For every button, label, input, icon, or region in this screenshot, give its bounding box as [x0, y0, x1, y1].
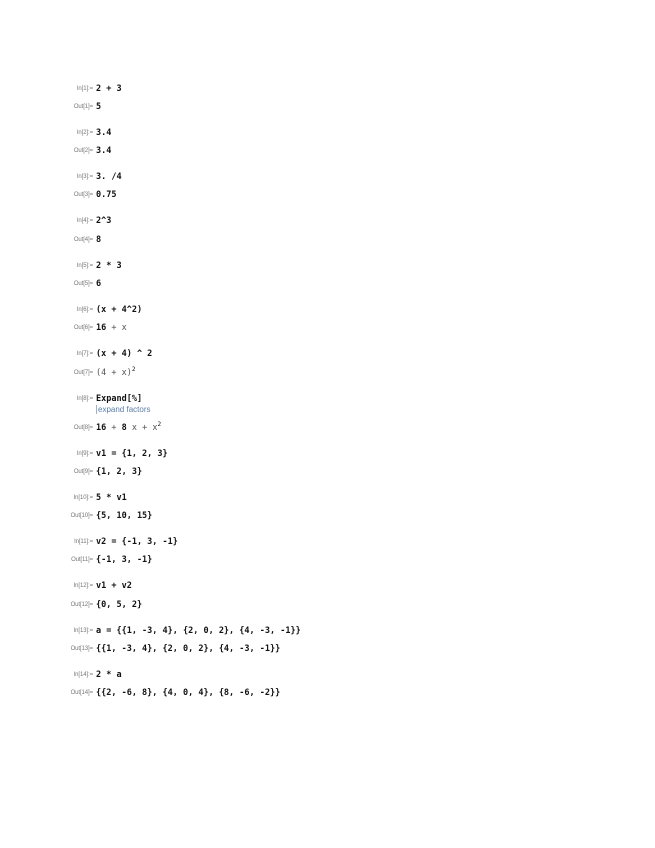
input-code[interactable]: 2 * a: [96, 670, 122, 680]
out-label: Out[10]=: [70, 513, 93, 519]
input-code[interactable]: 3. /4: [96, 172, 122, 182]
input-code[interactable]: v1 = {1, 2, 3}: [96, 449, 168, 459]
output-value: 16 + x: [96, 323, 127, 333]
input-code[interactable]: v1 + v2: [96, 581, 132, 591]
output-value: {1, 2, 3}: [96, 467, 143, 477]
output-cell-13: [0, 644, 655, 658]
in-label: In[10]:=: [73, 495, 93, 501]
output-value: 5: [96, 102, 102, 112]
in-label: In[1]:=: [76, 86, 93, 92]
output-cell-12: [0, 600, 655, 614]
input-cell-6[interactable]: [0, 305, 655, 319]
exponent: 2: [157, 421, 162, 428]
input-code[interactable]: 2 * 3: [96, 261, 122, 271]
input-cell-9[interactable]: [0, 449, 655, 463]
input-cell-12[interactable]: [0, 581, 655, 595]
out-label: Out[3]=: [73, 192, 93, 198]
output-value: 6: [96, 279, 102, 289]
output-value: {{1, -3, 4}, {2, 0, 2}, {4, -3, -1}}: [96, 644, 281, 654]
out-label: Out[13]=: [70, 646, 93, 652]
output-cell-2: [0, 146, 655, 160]
input-cell-2[interactable]: [0, 128, 655, 142]
output-cell-14: [0, 688, 655, 702]
in-label: In[11]:=: [74, 539, 93, 545]
output-value: 8: [96, 235, 102, 245]
input-code[interactable]: (x + 4) ^ 2: [96, 349, 153, 359]
output-value: 16 + 8 $x + x^2$: [96, 421, 162, 433]
suggestion-bar[interactable]: [0, 405, 655, 419]
in-label: In[6]:=: [76, 307, 93, 313]
output-value: {{2, -6, 8}, {4, 0, 4}, {8, -6, -2}}: [96, 688, 281, 698]
in-label: In[5]:=: [76, 263, 93, 269]
input-code[interactable]: 3.4: [96, 128, 112, 138]
in-label: In[13]:=: [73, 628, 93, 634]
input-code[interactable]: 2^3: [96, 216, 112, 226]
input-cell-1[interactable]: [0, 84, 655, 98]
in-label: In[2]:=: [76, 130, 93, 136]
in-label: In[3]:=: [76, 174, 93, 180]
output-value: 3.4: [96, 146, 112, 156]
out-label: Out[2]=: [73, 148, 93, 154]
output-cell-5: [0, 279, 655, 293]
input-cell-3[interactable]: [0, 172, 655, 186]
output-cell-6: [0, 323, 655, 337]
input-code[interactable]: 2 + 3: [96, 84, 122, 94]
input-cell-11[interactable]: [0, 537, 655, 551]
output-value: {-1, 3, -1}: [96, 555, 153, 565]
output-cell-7: [0, 368, 655, 382]
out-label: Out[11]=: [71, 557, 93, 563]
output-cell-4: [0, 235, 655, 249]
out-label: Out[9]=: [73, 469, 93, 475]
output-value: 0.75: [96, 190, 117, 200]
output-cell-8: [0, 423, 655, 437]
output-cell-1: [0, 102, 655, 116]
output-value: {5, 10, 15}: [96, 511, 153, 521]
output-cell-11: [0, 555, 655, 569]
in-label: In[7]:=: [76, 351, 93, 357]
input-code[interactable]: Expand[%]: [96, 394, 143, 404]
out-label: Out[8]=: [73, 425, 93, 431]
in-label: In[14]:=: [73, 672, 93, 678]
output-value: $(4 + x)^2$: [96, 366, 136, 378]
out-label: Out[5]=: [73, 281, 93, 287]
out-label: Out[1]=: [73, 104, 93, 110]
input-cell-7[interactable]: [0, 349, 655, 363]
in-label: In[12]:=: [73, 583, 93, 589]
input-cell-4[interactable]: [0, 216, 655, 230]
output-value: {0, 5, 2}: [96, 600, 143, 610]
input-code[interactable]: v2 = {-1, 3, -1}: [96, 537, 178, 547]
output-cell-3: [0, 190, 655, 204]
input-cell-10[interactable]: [0, 493, 655, 507]
out-label: Out[7]=: [73, 370, 93, 376]
input-cell-14[interactable]: [0, 670, 655, 684]
out-label: Out[4]=: [73, 237, 93, 243]
out-label: Out[12]=: [70, 602, 93, 608]
out-label: Out[6]=: [73, 325, 93, 331]
in-label: In[9]:=: [76, 451, 93, 457]
output-cell-9: [0, 467, 655, 481]
input-code[interactable]: (x + 4^2): [96, 305, 143, 315]
exponent: 2: [131, 366, 136, 373]
out-label: Out[14]=: [70, 690, 93, 696]
expand-factors-suggestion[interactable]: expand factors: [98, 405, 151, 414]
output-cell-10: [0, 511, 655, 525]
input-code[interactable]: a = {{1, -3, 4}, {2, 0, 2}, {4, -3, -1}}: [96, 626, 301, 636]
input-cell-5[interactable]: [0, 261, 655, 275]
input-code[interactable]: 5 * v1: [96, 493, 127, 503]
in-label: In[4]:=: [76, 218, 93, 224]
in-label: In[8]:=: [76, 396, 93, 402]
input-cell-13[interactable]: [0, 626, 655, 640]
